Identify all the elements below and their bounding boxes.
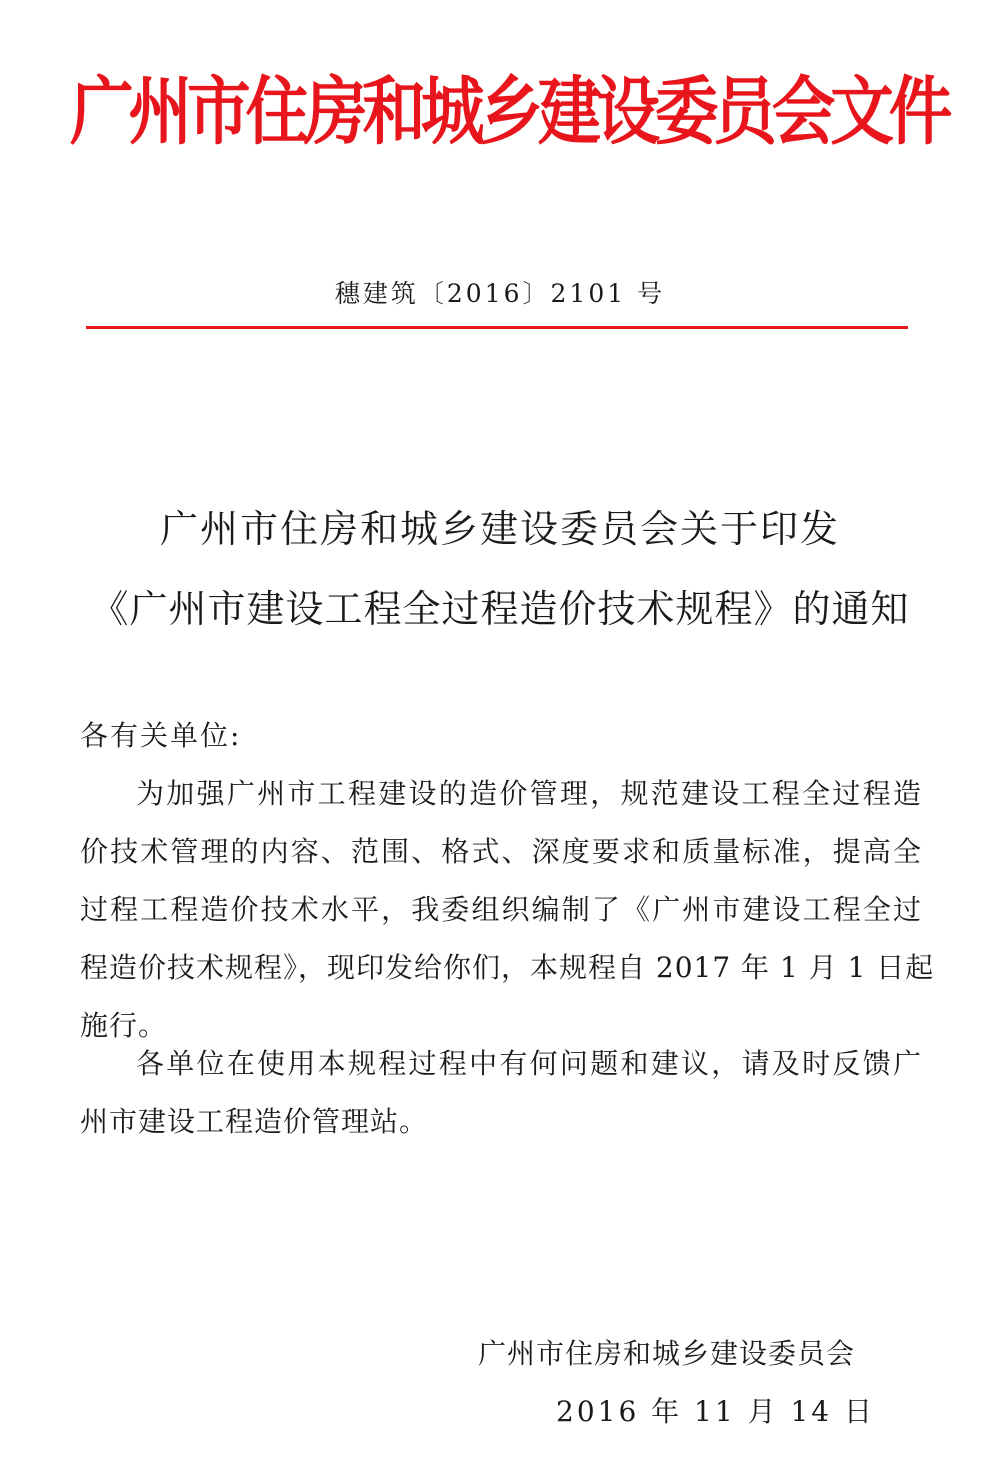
notice-title-line-1: 广州市住房和城乡建设委员会关于印发 <box>159 507 840 551</box>
salutation: 各有关单位: <box>80 719 242 752</box>
issuer-header-title: 广州市住房和城乡建设委员会文件 <box>70 69 948 155</box>
body-line-2: 价技术管理的内容、范围、格式、深度要求和质量标准，提高全 <box>80 835 922 868</box>
body-line-5: 施行。 <box>80 1009 168 1042</box>
body-line-6: 各单位在使用本规程过程中有何问题和建议，请及时反馈广 <box>136 1047 922 1080</box>
signature-organization: 广州市住房和城乡建设委员会 <box>478 1337 856 1370</box>
body-line-4: 程造价技术规程》，现印发给你们，本规程自 2017 年 1 月 1 日起 <box>80 951 935 984</box>
notice-title-line-2: 《广州市建设工程全过程造价技术规程》的通知 <box>90 587 910 631</box>
body-line-1: 为加强广州市工程建设的造价管理，规范建设工程全过程造 <box>136 777 922 810</box>
body-line-3: 过程工程造价技术水平，我委组织编制了《广州市建设工程全过 <box>80 893 922 926</box>
signature-date: 2016 年 11 月 14 日 <box>556 1395 876 1428</box>
body-line-7: 州市建设工程造价管理站。 <box>80 1105 429 1138</box>
red-separator-line <box>86 326 908 329</box>
document-number: 穗建筑〔2016〕2101 号 <box>334 279 666 308</box>
